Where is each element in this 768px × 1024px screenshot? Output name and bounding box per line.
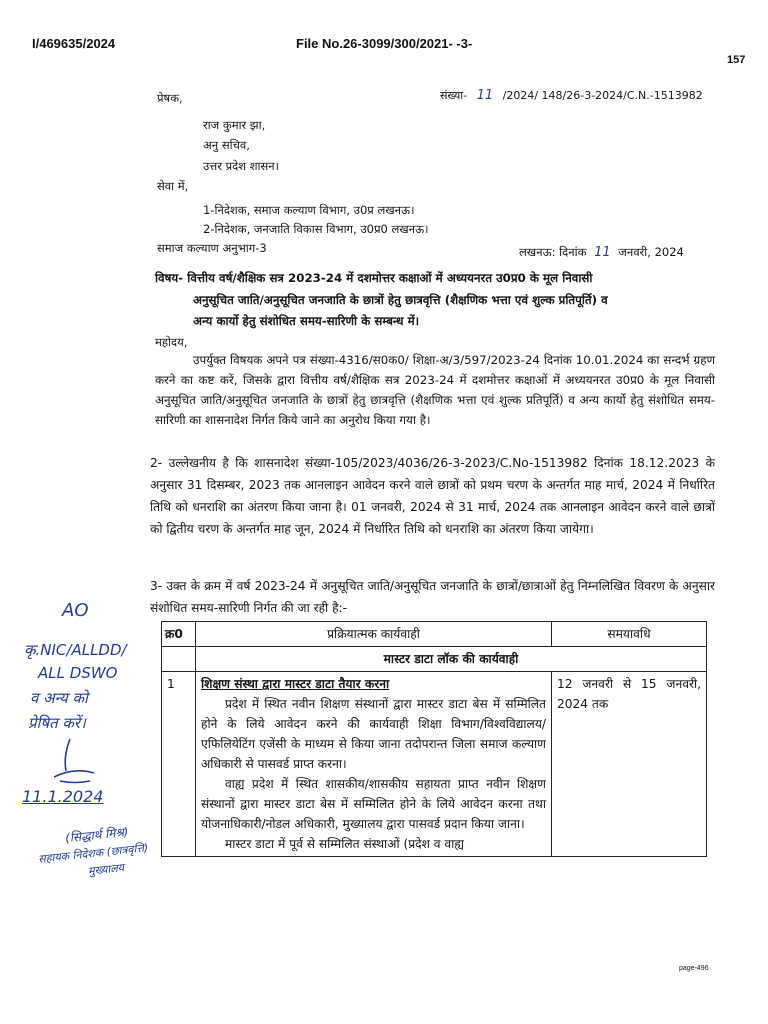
reference-label: संख्या- <box>440 89 468 102</box>
date-line <box>519 242 684 263</box>
document-id: I/469635/2024 <box>32 36 116 51</box>
date-prefix: लखनऊ: दिनांक <box>519 245 587 259</box>
row-para-1: प्रदेश में स्थित नवीन शिक्षण संस्थानों द्वारा मास्टर डाटा बेस में सम्मिलित होने के लिये आवेदन करने की कार्यवाही शिक्षा विभाग/विश्वविद्यालय/एफिलियेटिंग एजेंसी के माध्यम से किया जाना तदोपरान्त जिला समाज कल्याण अधिकारी से पासवर्ड प्राप्त करना। <box>201 697 546 771</box>
salutation: महोदय, <box>155 335 188 349</box>
paragraph-2: 2- उल्लेखनीय है कि शासनादेश संख्या-105/2023/4036/26-3-2023/C.No-1513982 दिनांक 18.12.2023 के अनुसार 31 दिसम्बर, 2023 तक आनलाइन आवेदन करने वाले छात्रों को प्रथम चरण के अन्तर्गत माह मार्च, 2024 में निर्धारित तिथि को धनराशि का अंतरण किया जाना है। 01 जनवरी, 2024 से 31 मार्च, 2024 तक आनलाइन आवेदन करने वाले छात्रों को द्वितीय चरण के अन्तर्गत माह जून, 2024 में निर्धारित तिथि को धनराशि का अंतरण किया जायेगा। <box>150 456 715 536</box>
row-serial: 1 <box>162 672 196 857</box>
recipient-item-2: 2-निदेशक, जनजाति विकास विभाग, उ0प्र0 लखनऊ। <box>203 222 429 236</box>
row-para-2: वाह्य प्रदेश में स्थित शासकीय/शासकीय सहायता प्राप्त नवीन शिक्षण संस्थानों द्वारा मास्टर डाटा बेस में सम्मिलित होने के लिये आवेदन करना तथा योजनाधिकारी/नोडल अधिकारी, मुख्यालय द्वारा पासवर्ड प्रदान किया जाना। <box>201 777 546 831</box>
sender-name: राज कुमार झा, <box>203 118 266 132</box>
subject-line-2: अनुसूचित जाति/अनुसूचित जनजाति के छात्रों हेतु छात्रवृत्ति (शैक्षणिक भत्ता एवं शुल्क प्रतिपूर्ति) व <box>193 293 608 307</box>
annotation-line-5: प्रेषित करें। <box>28 714 86 732</box>
row-para-3: मास्टर डाटा में पूर्व से सम्मिलित संस्थाओं (प्रदेश व वाह्य <box>225 837 464 851</box>
row-procedure <box>196 672 552 857</box>
recipient-item-1: 1-निदेशक, समाज कल्याण विभाग, उ0प्र लखनऊ। <box>203 203 415 217</box>
recipients-label: सेवा में, <box>157 179 189 193</box>
schedule-table <box>161 621 707 857</box>
header-period: समयावधि <box>552 622 707 647</box>
table-header-row <box>162 622 707 647</box>
section-row-title: मास्टर डाटा लॉक की कार्यवाही <box>196 647 707 672</box>
handwritten-signature-icon <box>40 735 110 790</box>
paragraph-3: 3- उक्त के क्रम में वर्ष 2023-24 में अनुसूचित जाति/अनुसूचित जनजाति के छात्रों/छात्राओं हेतु निम्नलिखित विवरण के अनुसार संशोधित समय-सारिणी निर्गत की जा रही है:- <box>150 579 715 615</box>
sender-label: प्रेषक, <box>157 91 183 105</box>
stamp-title-2: मुख्यालय <box>87 861 125 878</box>
page-number: 157 <box>727 54 746 66</box>
subject-line-1: विषय- वित्तीय वर्ष/शैक्षिक सत्र 2023-24 में दशमोत्तर कक्षाओं में अध्ययनरत उ0प्र0 के मूल निवासी <box>155 271 593 285</box>
date-handwritten: 11 <box>594 245 611 260</box>
annotation-date: 11.1.2024 <box>22 787 104 806</box>
paragraph-1: उपर्युक्त विषयक अपने पत्र संख्या-4316/स0क0/ शिक्षा-अ/3/597/2023-24 दिनांक 10.01.2024 का सन्दर्भ ग्रहण करने का कष्ट करें, जिसके द्वारा वित्तीय वर्ष/शैक्षिक सत्र 2023-24 में दशमोत्तर कक्षाओं में अध्ययनरत उ0प्र0 के मूल निवासी अनुसूचित जाति/अनुसूचित जनजाति के छात्रों हेतु छात्रवृत्ति (शैक्षणिक भत्ता एवं शुल्क प्रतिपूर्ति) व अन्य कार्यो हेतु संशोधित समय-सारिणी का शासनादेश निर्गत किये जाने का अनुरोध किया गया है। <box>155 353 715 427</box>
sender-office: उत्तर प्रदेश शासन। <box>203 159 280 173</box>
subject-line-3: अन्य कार्यो हेतु संशोधित समय-सारिणी के सम्बन्ध में। <box>193 314 420 328</box>
reference-handwritten: 11 <box>476 88 494 103</box>
header-serial: क्र0 <box>162 622 196 647</box>
table-section-row <box>162 647 707 672</box>
annotation-line-4: व अन्य को <box>30 689 88 707</box>
reference-number <box>440 86 703 106</box>
reference-rest: /2024/ 148/26-3-2024/C.N.-1513982 <box>502 89 703 102</box>
annotation-line-3: ALL DSWO <box>38 664 118 682</box>
table-row <box>162 672 707 857</box>
annotation-line-1: AO <box>62 600 89 621</box>
row-period: 12 जनवरी से 15 जनवरी, 2024 तक <box>552 672 707 857</box>
header-procedure: प्रक्रियात्मक कार्यवाही <box>196 622 552 647</box>
section-row-blank <box>162 647 196 672</box>
stamp-name: (सिद्धार्थ मिश्र) <box>64 824 130 846</box>
annotation-line-2: कृ.NIC/ALLDD/ <box>24 641 127 659</box>
row-title: शिक्षण संस्था द्वारा मास्टर डाटा तैयार करना <box>201 677 390 691</box>
file-number: File No.26-3099/300/2021- -3- <box>296 36 473 51</box>
section-name: समाज कल्याण अनुभाग-3 <box>157 241 267 255</box>
sender-designation: अनु सचिव, <box>203 138 250 152</box>
stamp-title-1: सहायक निदेशक (छात्रवृत्ति) <box>37 841 149 866</box>
footer-page-label: page-496 <box>679 965 709 972</box>
date-suffix: जनवरी, 2024 <box>618 245 684 259</box>
